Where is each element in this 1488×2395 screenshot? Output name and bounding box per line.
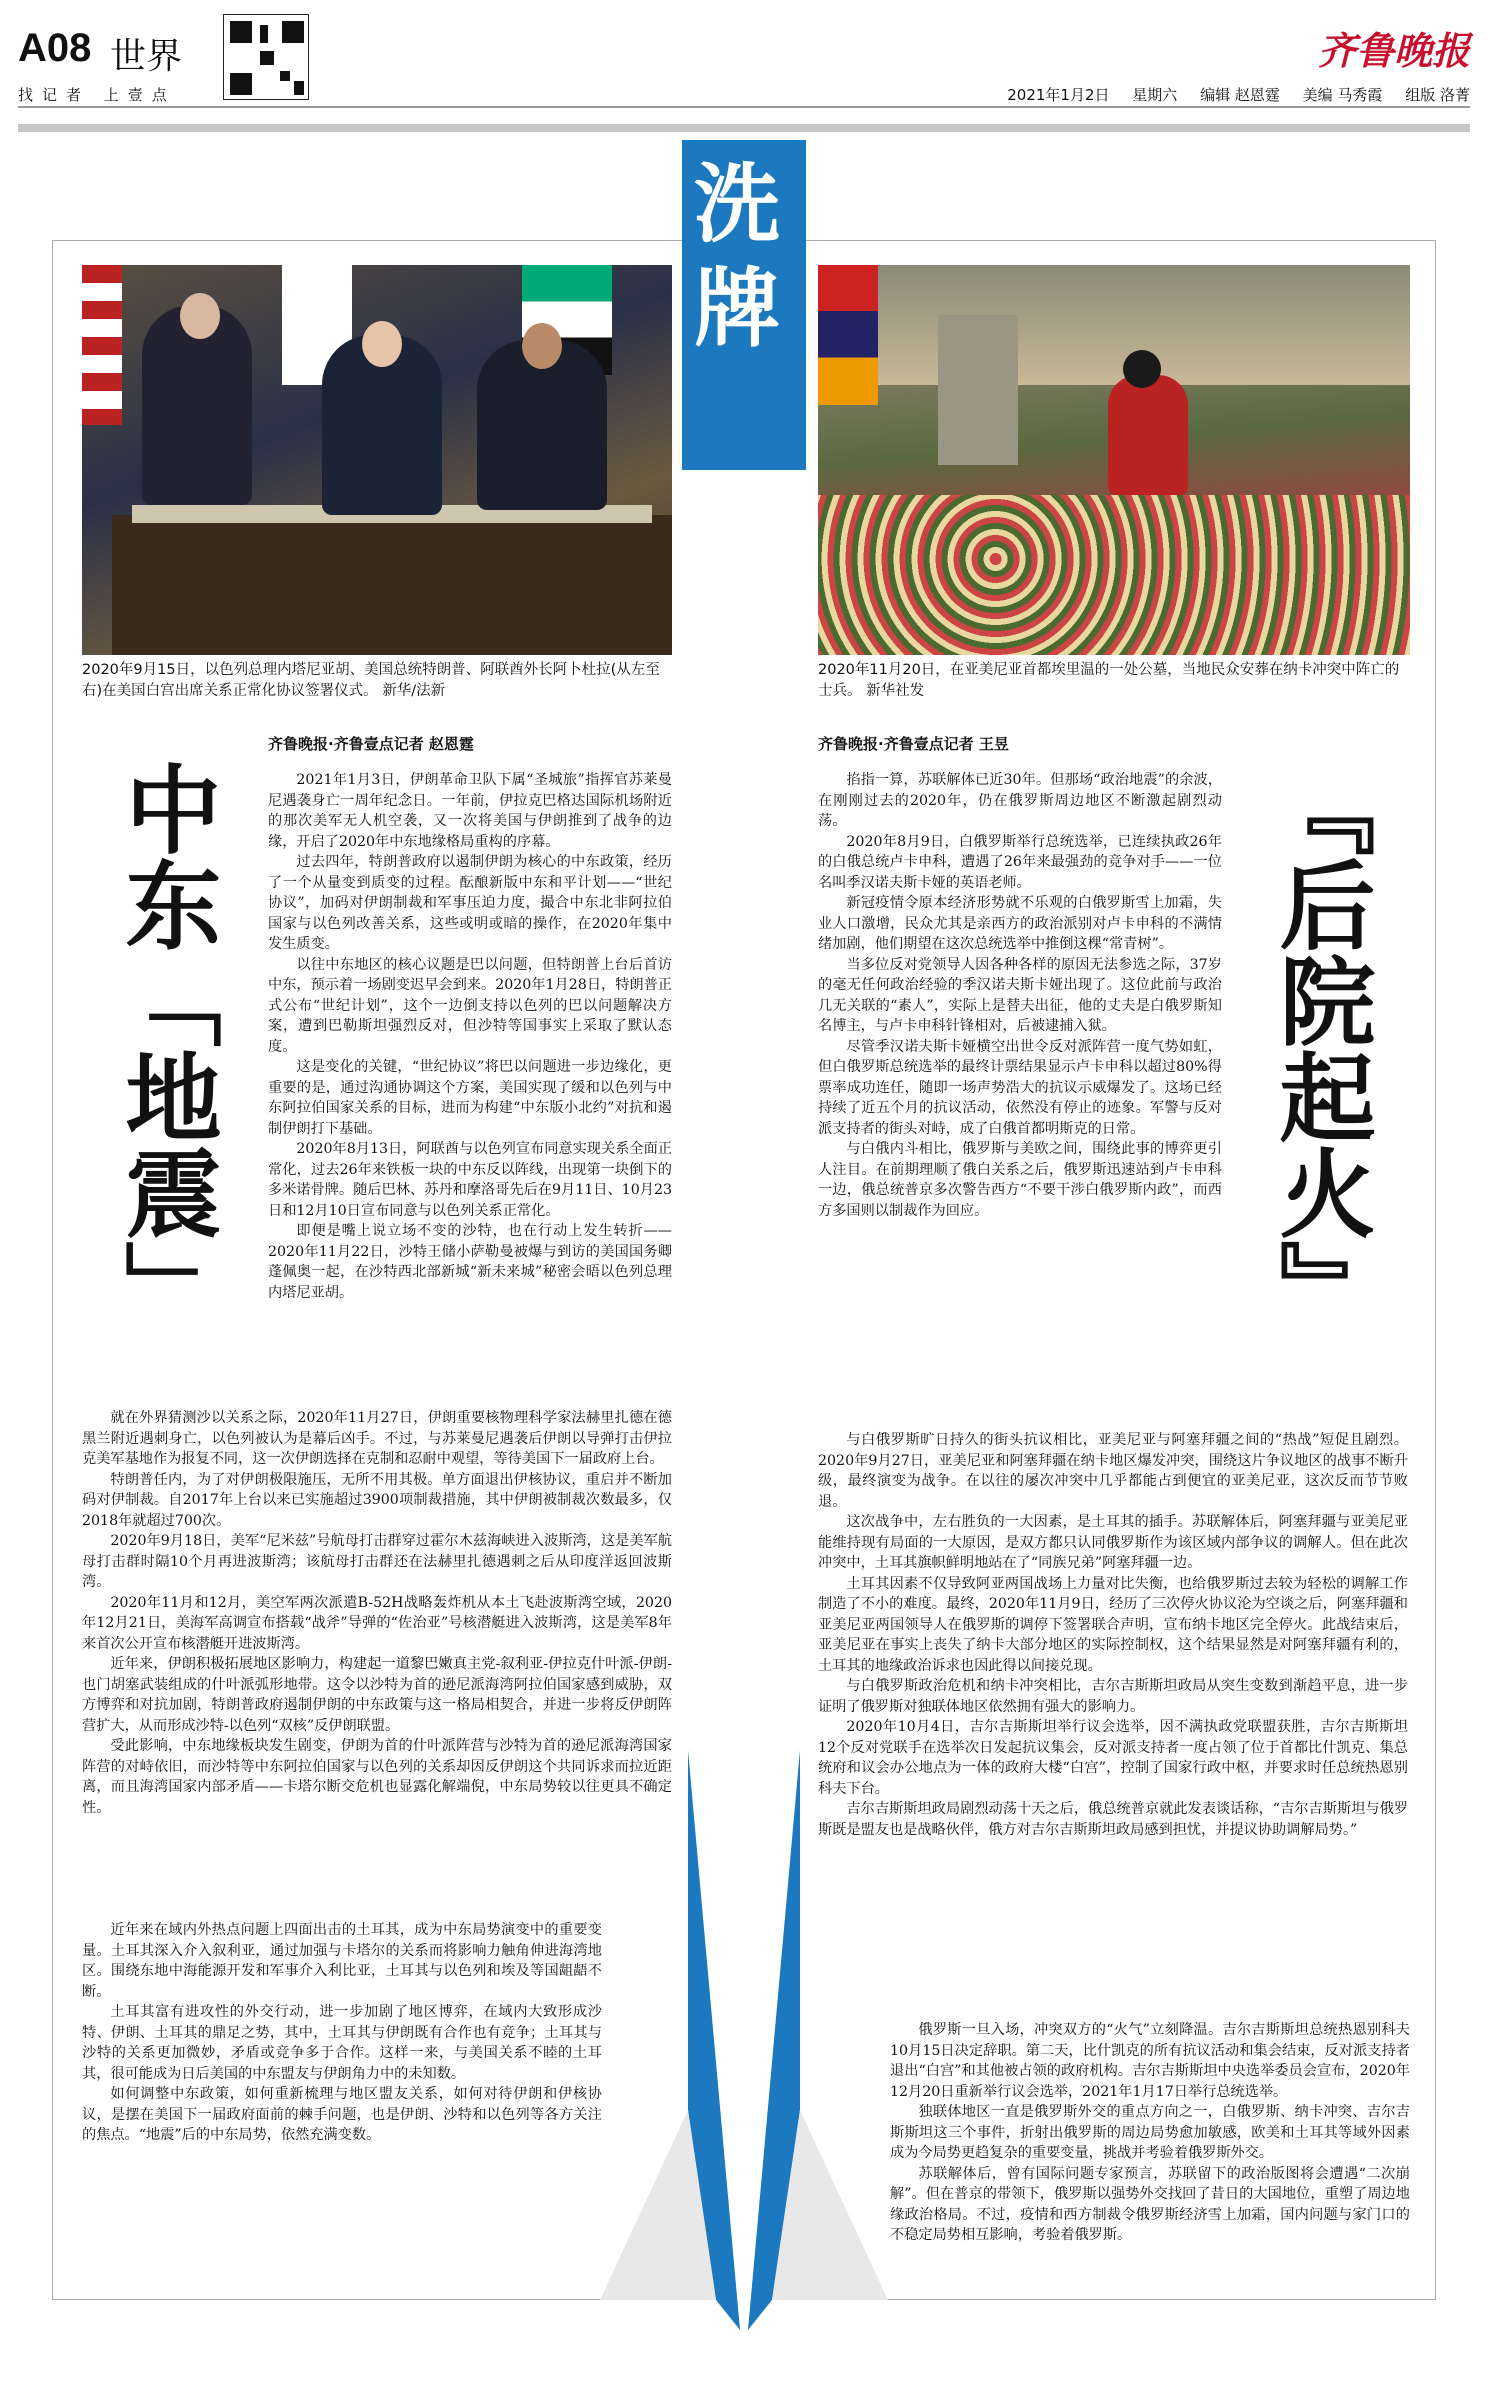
paragraph: 俄罗斯一旦入场，冲突双方的“火气”立刻降温。吉尔吉斯斯坦总统热恩别科夫10月15日决定辞职。第二天，比什凯克的所有抗议活动和集会结束，反对派支持者退出“白宫”和其他被占领的政府机构。吉尔吉斯斯坦中央选举委员会宣布，2020年12月20日重新举行议会选举，2021年1月17日举行总统选举。	[890, 2022, 1410, 2100]
paragraph: 苏联解体后，曾有国际问题专家预言，苏联留下的政治版图将会遭遇“二次崩解”。但在普京的带领下，俄罗斯以强势外交找回了昔日的大国地位，重塑了周边地缘政治格局。不过，疫情和西方制裁令俄罗斯经济雪上加霜，国内问题与家门口的不稳定局势相互影响，考验着俄罗斯。	[890, 2165, 1410, 2243]
paragraph: 当多位反对党领导人因各种各样的原因无法参选之际，37岁的毫无任何政治经验的季汉诺夫斯卡娅出现了。这位此前与政治几无关联的“素人”，实际上是替夫出征，他的丈夫是白俄罗斯知名博主，与卢卡申科针锋相对，后被逮捕入狱。	[818, 956, 1222, 1034]
left-byline: 齐鲁晚报·齐鲁壹点记者 赵恩霆	[268, 735, 474, 753]
header-subtitle: 找记者 上壹点	[18, 86, 176, 104]
paragraph: 新冠疫情令原本经济形势就不乐观的白俄罗斯雪上加霜，失业人口激增，民众尤其是亲西方的政治派别对卢卡申科的不满情绪加剧，他们期望在这次总统选举中推倒这棵“常青树”。	[818, 895, 1222, 952]
paragraph: 就在外界猜测沙以关系之际，2020年11月27日，伊朗重要核物理科学家法赫里扎德在德黑兰附近遇刺身亡，以色列被认为是幕后凶手。不过，与苏莱曼尼遇袭后伊朗以导弹打击伊拉克美军基地作为报复不同，这一次伊朗选择在克制和忍耐中观望，等待美国下一届政府上台。	[82, 1410, 672, 1467]
left-headline: 中东「地震」	[110, 760, 222, 1336]
paragraph: 尽管季汉诺夫斯卡娅横空出世令反对派阵营一度气势如虹，但白俄罗斯总统选举的最终计票结果显示卢卡申科以超过80%得票率成功连任，随即一场声势浩大的抗议示威爆发了。这场已经持续了近五个月的抗议活动，依然没有停止的迹象。军警与反对派支持者的街头对峙，成了白俄首都明斯克的日常。	[818, 1038, 1222, 1137]
photo-cemetery	[818, 265, 1410, 655]
left-photo-caption: 2020年9月15日，以色列总理内塔尼亚胡、美国总统特朗普、阿联酋外长阿卜杜拉(从左至右)在美国白宫出席关系正常化协议签署仪式。 新华/法新	[82, 662, 660, 699]
left-article-body-top	[268, 770, 672, 1303]
paragraph: 近年来在域内外热点问题上四面出击的土耳其，成为中东局势演变中的重要变量。土耳其深入介入叙利亚，通过加强与卡塔尔的关系而将影响力触角伸进海湾地区。围绕东地中海能源开发和军事介入利比亚，土耳其与以色列和埃及等国龃龉不断。	[82, 1922, 602, 2000]
right-article-body-top	[818, 770, 1222, 1221]
date: 2021年1月2日	[1007, 86, 1110, 104]
paragraph: 与白俄内斗相比，俄罗斯与美欧之间，围绕此事的博弈更引人注目。在前期理顺了俄白关系之后，俄罗斯迅速站到卢卡申科一边，俄总统普京多次警告西方“不要干涉白俄罗斯内政”，而西方多国则以制裁作为回应。	[818, 1141, 1222, 1219]
banner-char-1: 洗	[694, 155, 780, 255]
paragraph: 过去四年，特朗普政府以遏制伊朗为核心的中东政策，经历了一个从量变到质变的过程。酝酿新版中东和平计划——“世纪协议”，加码对伊朗制裁和军事压迫力度，撮合中东北非阿拉伯国家与以色列改善关系，这些或明或暗的操作，在2020年集中发生质变。	[268, 854, 672, 952]
layout-editor: 组版 洛菁	[1405, 86, 1470, 104]
paragraph: 以往中东地区的核心议题是巴以问题，但特朗普上台后首访中东，预示着一场剧变迟早会到来。2020年1月28日，特朗普正式公布“世纪计划”，这个一边倒支持以色列的巴以问题解决方案，遭到巴勒斯坦强烈反对，但沙特等国事实上采取了默认态度。	[268, 956, 672, 1055]
section-name: 世界	[110, 36, 183, 77]
paragraph: 近年来，伊朗积极拓展地区影响力，构建起一道黎巴嫩真主党-叙利亚-伊拉克什叶派-伊朗-也门胡塞武装组成的什叶派弧形地带。这令以沙特为首的逊尼派海湾阿拉伯国家感到威胁，双方博弈和对抗加剧，特朗普政府遏制伊朗的中东政策与这一格局相契合，并进一步将反伊朗阵营扩大，从而形成沙特-以色列“双核”反伊朗联盟。	[82, 1656, 672, 1734]
left-article-body-bottom	[82, 1408, 672, 1818]
newspaper-logo: 齐鲁晚报	[1317, 28, 1470, 73]
paragraph: 与白俄罗斯旷日持久的街头抗议相比，亚美尼亚与阿塞拜疆之间的“热战”短促且剧烈。2020年9月27日，亚美尼亚和阿塞拜疆在纳卡地区爆发冲突，围绕这片争议地区的战事不断升级，最终演变为战争。在以往的屡次冲突中几乎都能占到便宜的亚美尼亚，这次反而节节败退。	[818, 1432, 1408, 1510]
paragraph: 即便是嘴上说立场不变的沙特，也在行动上发生转折——2020年11月22日，沙特王储小萨勒曼被爆与到访的美国国务卿蓬佩奥一起，在沙特西北部新城“新未来城”秘密会晤以色列总理内塔尼亚胡。	[268, 1223, 672, 1301]
paragraph: 2020年8月9日，白俄罗斯举行总统选举，已连续执政26年的白俄总统卢卡申科，遭遇了26年来最强劲的竞争对手——一位名叫季汉诺夫斯卡娅的英语老师。	[818, 833, 1222, 891]
weekday: 星期六	[1132, 86, 1178, 104]
art-editor: 美编 马秀霞	[1302, 86, 1383, 104]
right-article-body-end	[890, 2020, 1410, 2246]
page-number: A08	[18, 26, 92, 70]
paragraph: 受此影响，中东地缘板块发生剧变，伊朗为首的什叶派阵营与沙特为首的逊尼派海湾国家阵营的对峙依旧，而沙特等中东阿拉伯国家与以色列的关系却因反伊朗这个共同诉求而拉近距离，而且海湾国家内部矛盾——卡塔尔断交危机也显露化解端倪，中东局势较以往更具不确定性。	[82, 1738, 672, 1816]
editor: 编辑 赵恩霆	[1200, 86, 1280, 104]
paragraph: 2020年11月和12月，美空军两次派遣B-52H战略轰炸机从本土飞赴波斯湾空域，2020年12月21日，美海军高调宣布搭载“战斧”导弹的“佐治亚”号核潜艇进入波斯湾，这是美军8年来首次公开宣布核潜艇开进波斯湾。	[82, 1594, 672, 1652]
paragraph: 2020年10月4日，吉尔吉斯斯坦举行议会选举，因不满执政党联盟获胜，吉尔吉斯斯坦12个反对党联手在选举次日发起抗议集会，反对派支持者一度占领了位于首都比什凯克、集总统府和议会办公地点为一体的政府大楼“白宫”，控制了国家行政中枢，并要求时任总统热恩别科夫下台。	[818, 1719, 1408, 1797]
paragraph: 土耳其因素不仅导致阿亚两国战场上力量对比失衡，也给俄罗斯过去较为轻松的调解工作制造了不小的难度。最终，2020年11月9日，经历了三次停火协议沦为空谈之后，阿塞拜疆和亚美尼亚两国领导人在俄罗斯的调停下签署联合声明，宣布纳卡地区完全停火。此战结束后，亚美尼亚在事实上丧失了纳卡大部分地区的实际控制权，这个结果显然是对阿塞拜疆有利的，土耳其的地缘政治诉求也因此得以间接兑现。	[818, 1575, 1408, 1674]
paragraph: 2020年8月13日，阿联酋与以色列宣布同意实现关系全面正常化，过去26年来铁板一块的中东反以阵线，出现第一块倒下的多米诺骨牌。随后巴林、苏丹和摩洛哥先后在9月11日、10月23日和12月10日宣布同意与以色列关系正常化。	[268, 1141, 672, 1219]
banner-char-2: 牌	[694, 259, 780, 359]
paragraph: 2020年9月18日，美军“尼米兹”号航母打击群穿过霍尔木兹海峡进入波斯湾，这是美军航母打击群时隔10个月再进波斯湾；该航母打击群还在法赫里扎德遇刺之后从印度洋返回波斯湾。	[82, 1533, 672, 1590]
right-byline: 齐鲁晚报·齐鲁壹点记者 王昱	[818, 735, 1009, 753]
paragraph: 土耳其富有进攻性的外交行动，进一步加剧了地区博弈，在域内大致形成沙特、伊朗、土耳其的鼎足之势，其中，土耳其与伊朗既有合作也有竞争；土耳其与沙特的关系更加微妙，矛盾或竞争多于合作。这样一来，与美国关系不睦的土耳其，很可能成为日后美国的中东盟友与伊朗角力中的未知数。	[82, 2004, 602, 2082]
paragraph: 如何调整中东政策，如何重新梳理与地区盟友关系，如何对待伊朗和伊核协议，是摆在美国下一届政府面前的棘手问题，也是伊朗、沙特和以色列等各方关注的焦点。“地震”后的中东局势，依然充满变数。	[82, 2086, 602, 2143]
paragraph: 吉尔吉斯斯坦政局剧烈动荡十天之后，俄总统普京就此发表谈话称，“吉尔吉斯斯坦与俄罗斯既是盟友也是战略伙伴，俄方对吉尔吉斯斯坦政局感到担忧，并提议协助调解局势。”	[818, 1801, 1408, 1838]
right-photo-caption: 2020年11月20日，在亚美尼亚首都埃里温的一处公墓，当地民众安葬在纳卡冲突中阵亡的士兵。 新华社发	[818, 662, 1400, 699]
photo-signing-ceremony	[82, 265, 672, 655]
paragraph: 独联体地区一直是俄罗斯外交的重点方向之一，白俄罗斯、纳卡冲突、吉尔吉斯斯坦这三个事件，折射出俄罗斯的周边局势愈加敏感，欧美和土耳其等域外因素成为今局势更趋复杂的重要变量，挑战并考验着俄罗斯外交。	[890, 2104, 1410, 2161]
paragraph: 2021年1月3日，伊朗革命卫队下属“圣城旅”指挥官苏莱曼尼遇袭身亡一周年纪念日。一年前，伊拉克巴格达国际机场附近的那次美军无人机空袭，又一次将美国与伊朗推到了战争的边缘，开启了2020年中东地缘格局重构的序幕。	[268, 772, 672, 850]
right-headline: 『后院起火』	[1264, 760, 1376, 1336]
right-article-body-bottom	[818, 1430, 1408, 1840]
paragraph: 这次战争中，左右胜负的一大因素，是土耳其的插手。苏联解体后，阿塞拜疆与亚美尼亚能维持现有局面的一大原因，是双方都只认同俄罗斯作为该区域内部争议的调解人。但在此次冲突中，土耳其旗帜鲜明地站在了“同族兄弟”阿塞拜疆一边。	[818, 1514, 1408, 1571]
paragraph: 掐指一算，苏联解体已近30年。但那场“政治地震”的余波，在刚刚过去的2020年，仍在俄罗斯周边地区不断激起剧烈动荡。	[818, 772, 1222, 829]
left-article-body-end	[82, 1920, 602, 2146]
paragraph: 特朗普任内，为了对伊朗极限施压，无所不用其极。单方面退出伊核协议，重启并不断加码对伊制裁。自2017年上台以来已实施超过3900项制裁措施，其中伊朗被制裁次数最多，仅2018年就超过700次。	[82, 1471, 672, 1529]
paragraph: 与白俄罗斯政治危机和纳卡冲突相比，吉尔吉斯斯坦政局从突生变数到渐趋平息，进一步证明了俄罗斯对独联体地区依然拥有强大的影响力。	[818, 1678, 1408, 1715]
paragraph: 这是变化的关键，“世纪协议”将巴以问题进一步边缘化，更重要的是，通过沟通协调这个方案，美国实现了缓和以色列与中东阿拉伯国家关系的目标，进而为构建“中东版小北约”对抗和遏制伊朗打下基础。	[268, 1059, 672, 1137]
section-banner	[682, 140, 806, 470]
